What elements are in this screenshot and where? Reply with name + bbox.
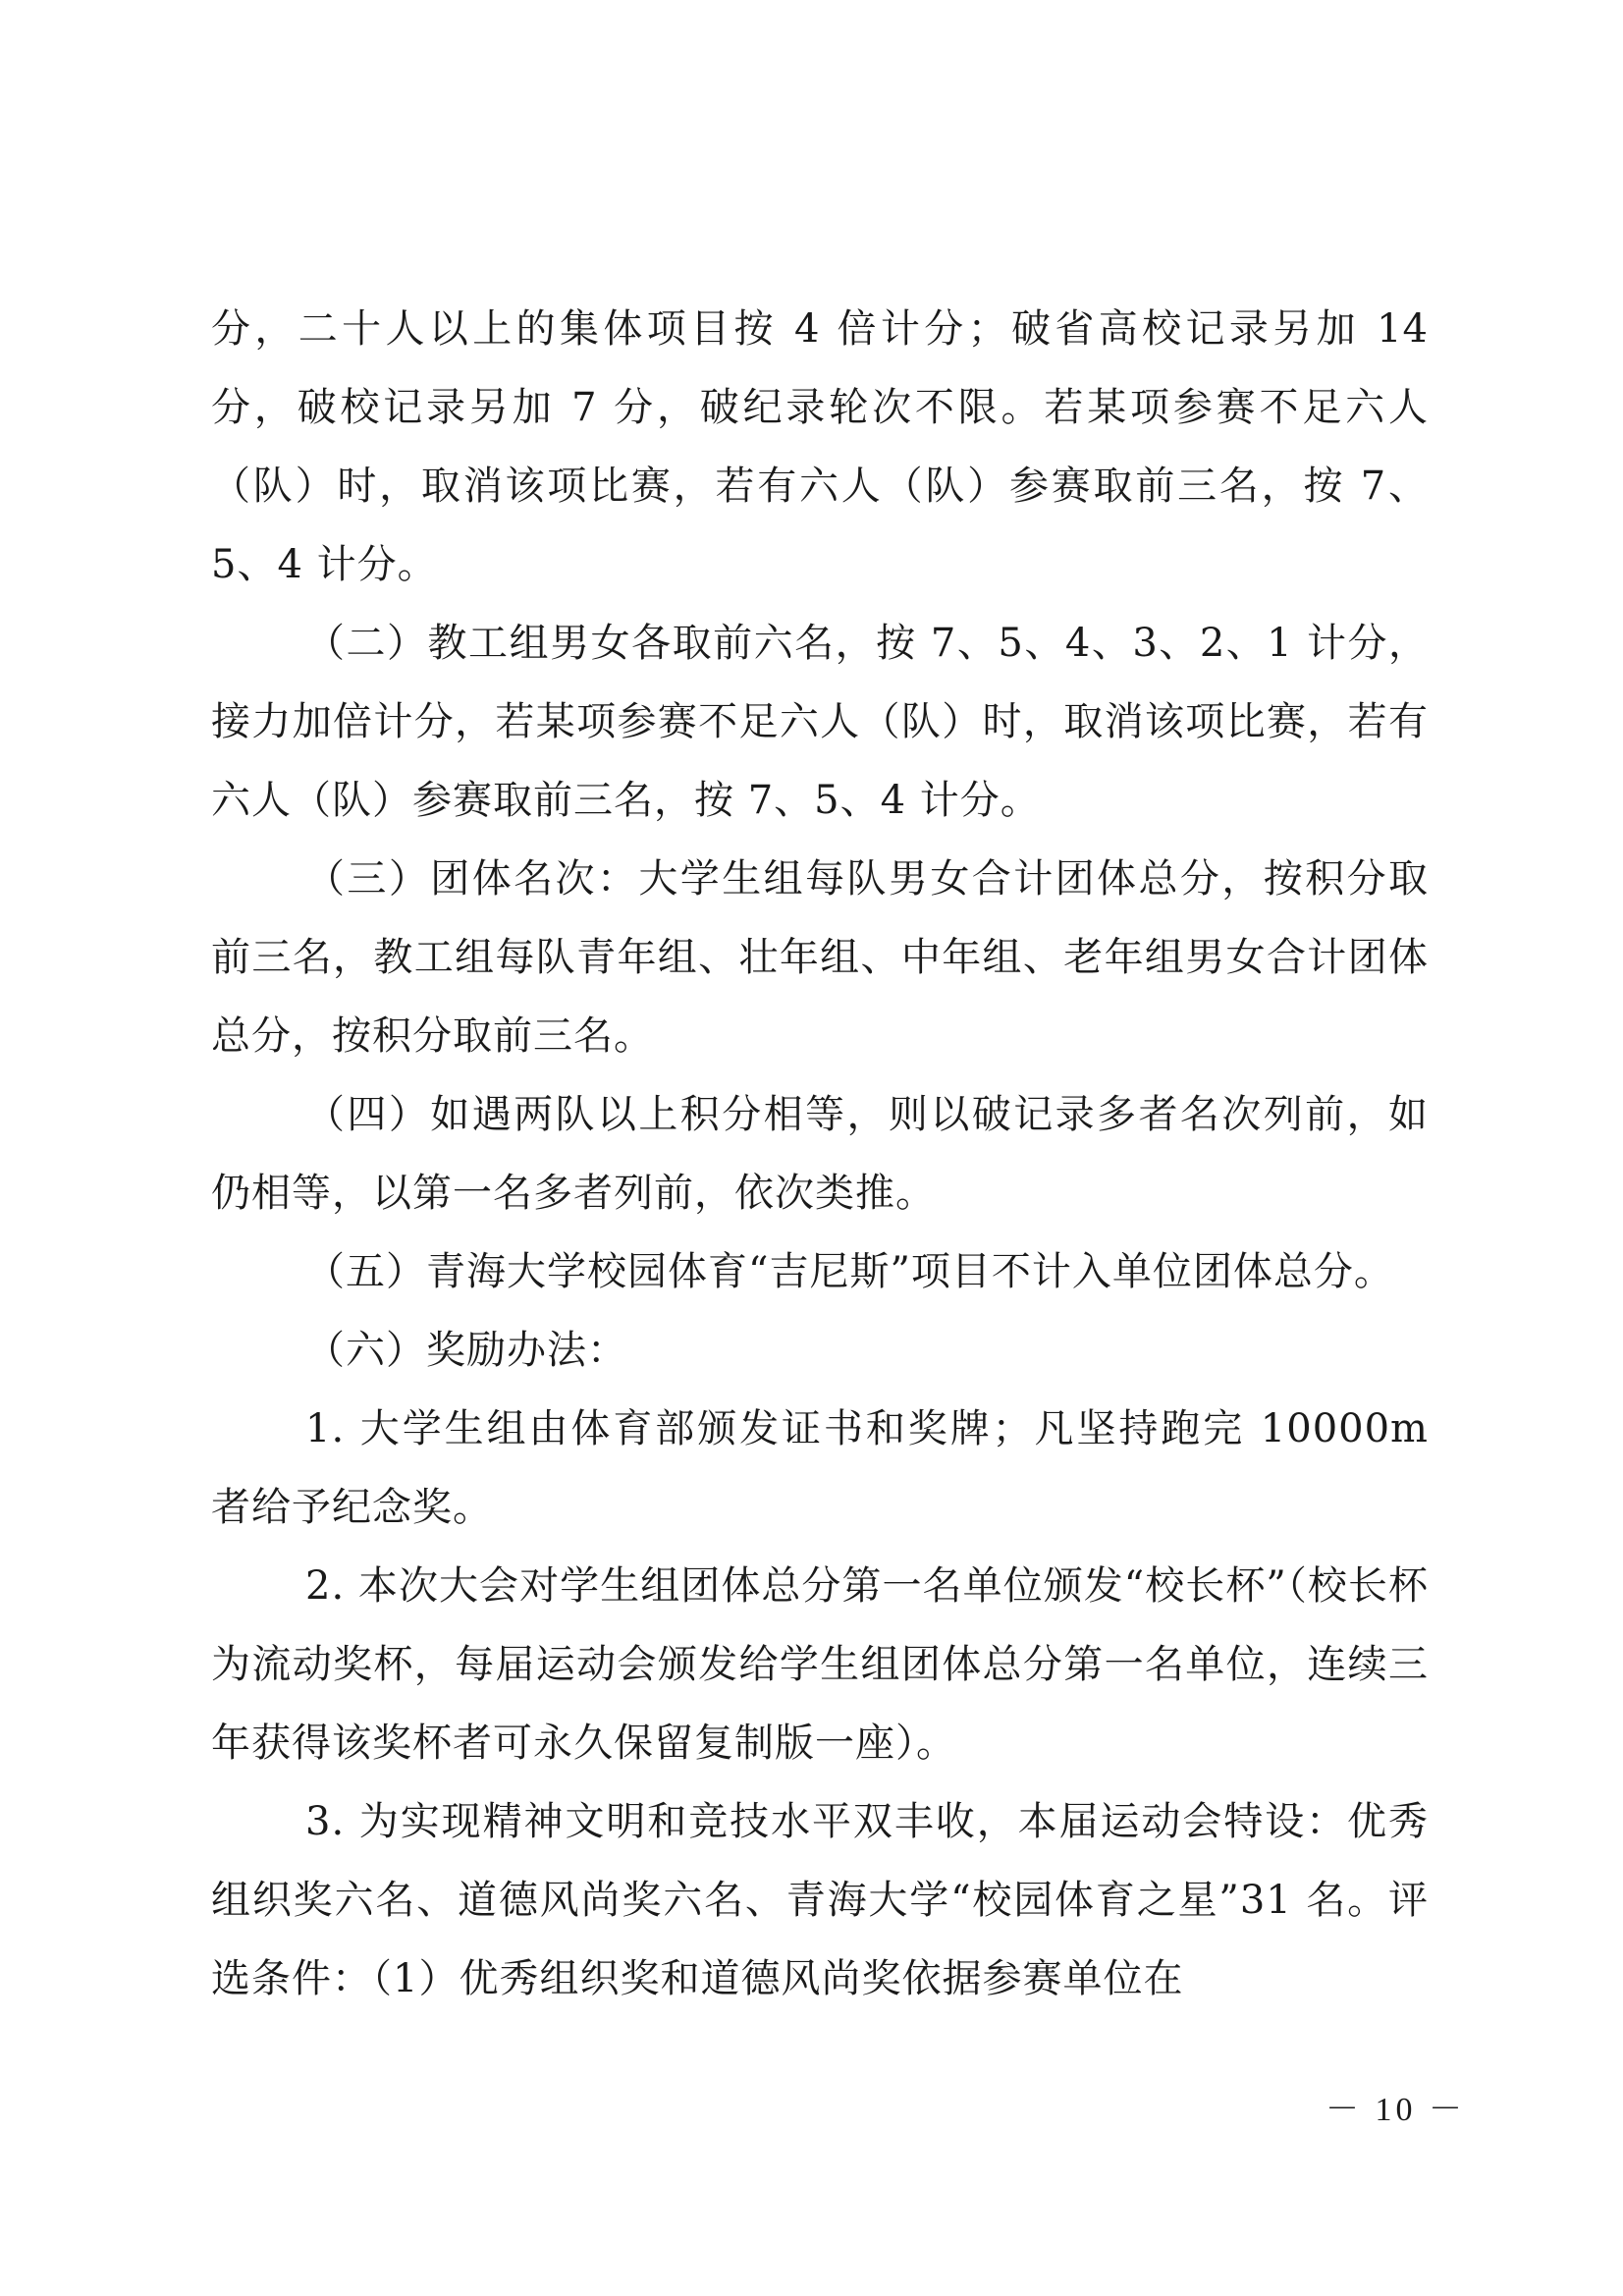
paragraph-guinness-rule: （五）青海大学校园体育“吉尼斯”项目不计入单位团体总分。 (305, 1249, 1394, 1294)
paragraph-award-3: 3. 为实现精神文明和竞技水平双丰收，本届运动会特设：优秀组织奖六名、道德风尚奖六名、青海大学“校园体育之星”31 名。评选条件：（1）优秀组织奖和道德风尚奖依据参赛单位在 (211, 1799, 1429, 2001)
page-number: － 10 － (1325, 2092, 1466, 2128)
document-body (211, 290, 1429, 2018)
paragraph-scoring-continued: 分，二十人以上的集体项目按 4 倍计分；破省高校记录另加 14 分，破校记录另加 7 分，破纪录轮次不限。若某项参赛不足六人（队）时，取消该项比赛，若有六人（队）参赛取前三名，按 7、5、4 计分。 (211, 306, 1429, 587)
paragraph-team-ranking: （三）团体名次：大学生组每队男女合计团体总分，按积分取前三名，教工组每队青年组、壮年组、中年组、老年组男女合计团体总分，按积分取前三名。 (211, 856, 1429, 1059)
paragraph-tie-rule: （四）如遇两队以上积分相等，则以破记录多者名次列前，如仍相等，以第一名多者列前，依次类推。 (211, 1092, 1429, 1216)
paragraph-staff-scoring: （二）教工组男女各取前六名，按 7、5、4、3、2、1 计分，接力加倍计分，若某项参赛不足六人（队）时，取消该项比赛，若有六人（队）参赛取前三名，按 7、5、4 计分。 (211, 621, 1429, 823)
paragraph-award-1: 1. 大学生组由体育部颁发证书和奖牌；凡坚持跑完 10000m 者给予纪念奖。 (211, 1406, 1429, 1530)
paragraph-award-2: 2. 本次大会对学生组团体总分第一名单位颁发“校长杯”（校长杯为流动奖杯，每届运动会颁发给学生组团体总分第一名单位，连续三年获得该奖杯者可永久保留复制版一座）。 (211, 1563, 1429, 1766)
paragraph-awards-heading: （六）奖励办法： (305, 1328, 627, 1373)
